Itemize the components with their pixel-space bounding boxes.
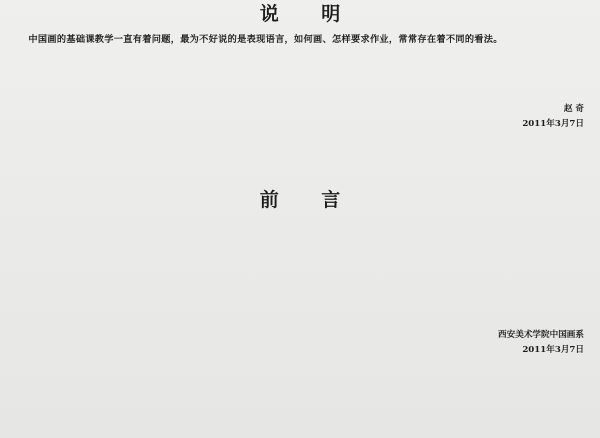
- preface-date: 2011年3月7日: [522, 345, 584, 356]
- preface-paragraph-2: [10, 233, 590, 246]
- explanation-signature-block: [10, 104, 590, 130]
- explanation-section: [10, 2, 590, 178]
- explanation-paragraph-2: [10, 47, 590, 60]
- explanation-paragraph-5: [10, 86, 590, 99]
- explanation-heading: 说 明: [259, 3, 359, 25]
- explanation-paragraph-4: [10, 73, 590, 86]
- preface-paragraph-1: [10, 220, 590, 233]
- preface-paragraph-4: [10, 260, 590, 273]
- explanation-paragraph-3: [10, 60, 590, 73]
- preface-paragraph-5: [10, 273, 590, 286]
- explanation-date: 2011年3月7日: [522, 118, 584, 129]
- preface-paragraph-7: [10, 300, 590, 313]
- explanation-paragraph-1: 中国画的基础课教学一直有着问题，最为不好说的是表现语言，如何画、怎样要求作业，常常存在着不同的看法。: [28, 34, 503, 45]
- preface-signature-block: [10, 330, 590, 356]
- preface-paragraph-6: [10, 286, 590, 299]
- preface-heading: 前 言: [259, 189, 359, 211]
- preface-signature: 西安美术学院中国画系: [498, 330, 584, 341]
- preface-paragraph-3: [10, 247, 590, 260]
- explanation-signature: 赵 奇: [563, 103, 584, 114]
- preface-section: [10, 188, 590, 356]
- preface-paragraph-8: [10, 313, 590, 326]
